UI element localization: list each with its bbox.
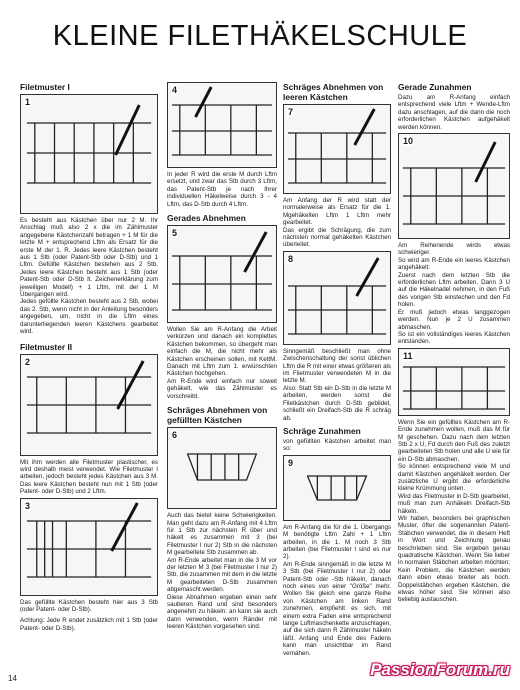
figure-11 (398, 348, 510, 416)
crochet-diagram (21, 355, 157, 455)
text: In jeder R wird die erste M durch Lftm ersetzt, und zwar das Stb durch 3 Lftm, das Patent-Stb je nach Ihrer individuellen Häkelweise durch 3 - 4 Lftm, das D-Stb durch 4 Lftm. (167, 171, 277, 208)
crochet-diagram (168, 226, 276, 322)
text: Das gefüllte Kästchen besteht hier aus 3 Stb (oder Patent- oder D-Stb). (20, 598, 158, 613)
text: Auch das bietet keine Schwierigkeiten. Man geht dazu am R-Anfang mit 4 Lftm für 1 Stb zur nächsten R über und häkelt es zusammen mit 3 (bei Filetmuster I nur 2) Stb in die nächsten M gearbeitete Stb zusammen ab. (167, 512, 277, 557)
figure-6 (167, 427, 277, 509)
figure-number: 9 (288, 457, 294, 468)
text: Am R-Ende wird einfach nur soweit gehäkelt, wie das Zählmuster es vorschreibt. (167, 377, 277, 400)
figure-number: 8 (288, 253, 294, 264)
figure-number: 7 (288, 107, 294, 117)
figure-4 (167, 82, 277, 168)
text: Es besteht aus Kästchen über nur 2 M. Ihr Anschlag muß also 2 x die im Zählmuster angegebene Kästchenzahl betragen + 1 M für die letzte M + entsprechend Lftm als Ersatz für die erste M der 1. R. Jedes leere Kästchen besteht aus 1 Stb (oder Patent-Stb oder D-Stb) und 1 Lftm. Gefüllte Kästchen bestehen aus 2 Stb. Jedes leere Kästchen besteht aus 1 Stb (oder Patent-Stb oder D-Stb lt. Zeichenerklärung zum jeweiligen Modell) + 1 Lftm, mit der 1 M Übergangen wird. (20, 217, 158, 299)
figure-number: 2 (25, 356, 31, 367)
text: Er muß jedoch etwas langgezogen werden. Nun je 2 U zusammen abmaschen. (398, 308, 510, 331)
text: Jedes gefüllte Kästchen besteht aus 2 Stb, wobei das 2. Stb, wenn nicht in der Anleitung besonders angegeben, um, nicht in die Lftm eines darunterliegenden leeren Kästchens gearbeitet wird. (20, 298, 158, 336)
column-1 (20, 82, 158, 632)
text: Am R-Ende arbeitet man in die 3 M vor der letzten M 3 (bei Filetmuster I nur 2) Stb, die zusammen mit dem in die letzte M gearbeiteten D-Stb zusammen abgemascht werden. (167, 556, 277, 594)
text: Am Anfang der R wird statt der normalerweise als Ersatz für die 1. Mgehäkelten Lftm 1 Lftm mehr gearbeitet. (283, 197, 391, 227)
text: Wird das Filetmuster in D-Stb gearbeitet, muß man zum Anhäkeln Dreifach-Stb häkeln. (398, 492, 510, 515)
watermark: PassionForum.ru (370, 660, 510, 679)
crochet-diagram (284, 456, 390, 520)
figure-7 (283, 104, 391, 194)
text: Also: Statt Stb ein D-Stb in die letzte M arbeiten, werden sonst die Filetkästchen durch D-Stb gebildet, schließt ein Dreifach-Stb die R schräg ab. (283, 384, 391, 422)
crochet-diagram (284, 105, 390, 193)
figure-number: 10 (403, 136, 414, 147)
text: Zuerst nach dem letzten Stb die erforderlichen Lftm arbeiten. Dann 3 U auf die Häkelnadel nehmen, in den Fuß des vorigen Stb einstechen und den Fd holen. (398, 271, 510, 309)
crochet-diagram (284, 252, 390, 344)
page-title: KLEINE FILETHÄKELSCHULE (52, 20, 468, 52)
text: So wird am R-Ende ein leeres Kästchen angehäkelt: (398, 256, 510, 272)
figure-9 (283, 455, 391, 521)
crochet-diagram (399, 349, 509, 415)
page-number: 14 (8, 674, 17, 683)
text: Wenn Sie ein gefülltes Kästchen am R-Ende zunehmen wollen, muß das M für M geschehen. Dazu nach dem letzten Stb 2 x U, Fd durch den Fuß des zuletzt gearbeiteten Stb holen und alle U wie für ein D-Stb abmaschen. (398, 418, 510, 463)
text: So können entsprechend viele M und damit Kästchen angehäkelt werden. Der zusätzliche U ergibt die erforderliche kleine Krümmung unten. (398, 463, 510, 493)
figure-number: 6 (172, 430, 178, 441)
column-3 (283, 82, 391, 657)
text: Das ergibt die Schrägung, die zum nächsten normal gehäkelten Kästchen überleitet. (283, 226, 391, 249)
column-2 (167, 82, 277, 631)
text: Am Reihenende wirds etwas schwieriger. (398, 242, 510, 257)
text: Sinngemäß beschließt man ohne Zwischenschaltung der sonst üblichen Lftm die R mit einer etwas größeren als im Filetmuster verwendeten M in die letzte M. (283, 347, 391, 385)
heading-filetmuster-2: Filetmuster II (20, 341, 73, 352)
crochet-diagram (21, 499, 157, 595)
text: Am R-Ende sinngemäß in die letzte M 3 Stb (bei Filetmuster I nur 2) oder Patent-Stb oder -Stb häkeln, danach noch eines von einer "Größe" mehr. Wollen Sie gleich eine ganze Reihe von Kästchen am linken Rand zunehmen, empfiehlt es sich, mit einem extra Faden eine entsprechend lange Luftmaschenkette anzuschlagen, auf die sich dann R Zählmuster häkeln läßt. Anfang und Ende des Fadens kann man unsichtbar im Rand vernähen. (283, 560, 391, 657)
figure-3 (20, 498, 158, 596)
figure-1 (20, 94, 158, 214)
heading-schraege-zunahmen: Schräge Zunahmen (283, 425, 361, 436)
text: So ist ein vollständiges leeres Kästchen entstanden. (398, 330, 510, 346)
figure-8 (283, 251, 391, 345)
figure-number: 1 (25, 97, 31, 107)
text: Dazu am R-Anfang einfach entsprechend viele Lftm + Wende-Lftm dazu anschlagen, auf die dann die noch erforderlichen Kästchen aufgehäkelt werden können. (398, 94, 510, 131)
text: von gefüllten Kästchen arbeitet man so: (283, 437, 391, 453)
text: Wollen Sie am R-Anfang die Arbeit verkürzen und danach ein komplettes Kästchen bekommen, so übergeht man einfach die M, die nicht mehr als Kästchen erscheinen sollen, mit KettM. Danach mit Lftm zum 1. erwünschten Kästchen hochgehen. (167, 326, 277, 378)
figure-5 (167, 225, 277, 323)
text: Mit ihm werden alle Filetmuster plastischer, es wird deshalb meist verwendet. Wie Filetmuster I arbeiten, jedoch besteht jedes Kästchen aus 3 M. Das leere Kästchen besteht nun mit 1 Stb (oder Patent- oder D-Stb) und 2 Lftm. (20, 458, 158, 496)
text: Am R-Anfang die für die 1. Übergangs M benötigte Lftm Zahl + 1 Lftm arbeiten, in die 1. M noch 3 Stb arbeiten (bei Filetmuster I sind es nur 2). (283, 523, 391, 561)
heading-schraeges-abnehmen-gefuellt: Schräges Abnehmen von gefüllten Kästchen (167, 405, 268, 426)
heading-filetmuster-1: Filetmuster I (20, 82, 70, 92)
text: Achtung: Jede R endet zusätzlich mit 1 Stb (oder Patent- oder D-Stb). (20, 617, 158, 632)
figure-number: 5 (172, 228, 178, 239)
figure-number: 11 (403, 350, 413, 361)
text: Diese Abnahmen ergeben einen sehr sauberen Rand und sind besonders angenehm zu häkeln: an kann sie auch dann verwenden, wenn Ränder mit leeren Kästchen vorgesehen sind. (167, 593, 277, 631)
crochet-diagram (21, 95, 157, 213)
crochet-diagram (399, 134, 509, 238)
heading-schraeges-abnehmen-leer: Schräges Abnehmen von leeren Kästchen (283, 82, 384, 102)
figure-10 (398, 133, 510, 239)
heading-gerades-abnehmen: Gerades Abnehmen (167, 213, 246, 224)
figure-number: 3 (25, 500, 31, 511)
heading-gerade-zunahmen: Gerade Zunahmen (398, 82, 472, 92)
figure-number: 4 (172, 85, 178, 95)
column-4 (398, 82, 510, 604)
text: Wir haben, besonders bei graphischen Muster, öfter die sogenannten Patent-Stäbchen verwendet, die in diesem Heft in Wort und Zeichnung genau beschrieben sind. Sie ergeben genau quadratische Kästchen. Wenn Sie lieber in normalen Stäbchen arbeiten möchten: Kein Problem, die Kästchen werden dann eben etwas breiter als hoch. Doppelstäbchen ergeben Kästchen, die etwas höher sind. Sie können also beliebig austauschen. (398, 515, 510, 604)
figure-2 (20, 354, 158, 456)
crochet-diagram (168, 83, 276, 167)
crochet-diagram (168, 428, 276, 508)
